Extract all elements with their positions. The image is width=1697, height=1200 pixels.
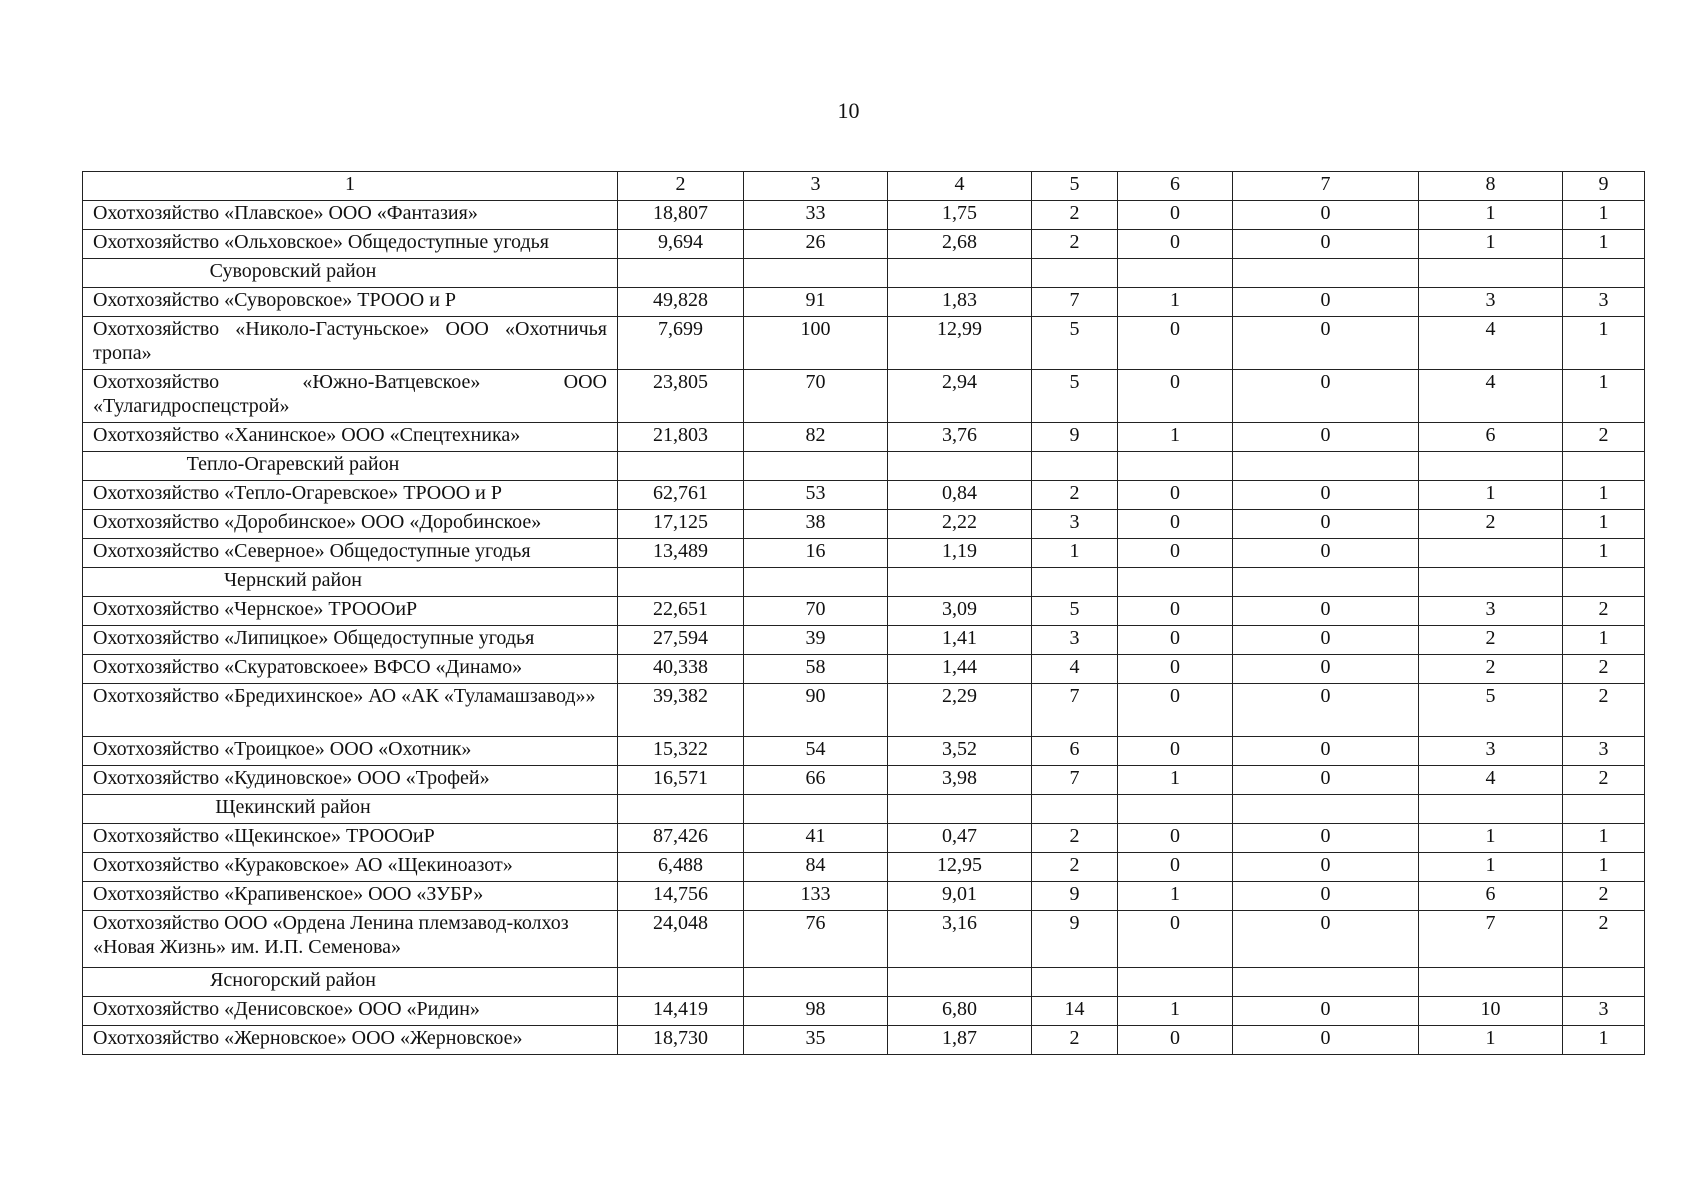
empty-cell (1419, 795, 1563, 824)
farm-name: Охотхозяйство «Бредихинское» АО «АК «Туламашзавод»» (83, 684, 618, 737)
value-col-6: 0 (1118, 597, 1233, 626)
value-col-4: 1,83 (888, 288, 1032, 317)
value-col-8: 7 (1419, 911, 1563, 968)
value-col-8: 4 (1419, 317, 1563, 370)
empty-cell (888, 568, 1032, 597)
farm-name: Охотхозяйство «Щекинское» ТРОООиР (83, 824, 618, 853)
empty-cell (618, 452, 744, 481)
value-col-2: 27,594 (618, 626, 744, 655)
district-row (83, 968, 1645, 997)
value-col-4: 1,75 (888, 201, 1032, 230)
table-row (83, 423, 1645, 452)
value-col-4: 3,52 (888, 737, 1032, 766)
district-name: Суворовский район (83, 259, 618, 288)
hunting-farms-table (82, 171, 1645, 1055)
farm-name: Охотхозяйство «Николо-Гастуньское» ООО «Охотничья тропа» (83, 317, 618, 370)
empty-cell (618, 259, 744, 288)
value-col-7: 0 (1233, 911, 1419, 968)
empty-cell (1233, 452, 1419, 481)
farm-name: Охотхозяйство «Жерновское» ООО «Жерновское» (83, 1026, 618, 1055)
value-col-8: 2 (1419, 655, 1563, 684)
value-col-3: 84 (744, 853, 888, 882)
value-col-4: 3,98 (888, 766, 1032, 795)
value-col-3: 76 (744, 911, 888, 968)
value-col-3: 35 (744, 1026, 888, 1055)
value-col-9: 2 (1563, 684, 1645, 737)
value-col-5: 6 (1032, 737, 1118, 766)
empty-cell (1419, 452, 1563, 481)
empty-cell (1032, 568, 1118, 597)
empty-cell (744, 452, 888, 481)
table-row (83, 684, 1645, 737)
value-col-6: 0 (1118, 201, 1233, 230)
empty-cell (1233, 968, 1419, 997)
value-col-8: 4 (1419, 370, 1563, 423)
empty-cell (888, 259, 1032, 288)
value-col-7: 0 (1233, 370, 1419, 423)
value-col-3: 58 (744, 655, 888, 684)
value-col-7: 0 (1233, 1026, 1419, 1055)
value-col-3: 53 (744, 481, 888, 510)
empty-cell (1419, 968, 1563, 997)
empty-cell (1118, 452, 1233, 481)
value-col-2: 62,761 (618, 481, 744, 510)
empty-cell (1032, 452, 1118, 481)
value-col-8: 3 (1419, 597, 1563, 626)
value-col-6: 0 (1118, 911, 1233, 968)
empty-cell (1032, 968, 1118, 997)
column-header-7: 7 (1233, 172, 1419, 201)
value-col-9: 2 (1563, 423, 1645, 452)
value-col-3: 54 (744, 737, 888, 766)
value-col-3: 100 (744, 317, 888, 370)
value-col-9: 1 (1563, 539, 1645, 568)
table-row (83, 317, 1645, 370)
empty-cell (618, 968, 744, 997)
value-col-3: 39 (744, 626, 888, 655)
value-col-9: 1 (1563, 201, 1645, 230)
farm-name: Охотхозяйство «Ольховское» Общедоступные угодья (83, 230, 618, 259)
value-col-6: 0 (1118, 824, 1233, 853)
value-col-2: 22,651 (618, 597, 744, 626)
farm-name: Охотхозяйство «Кураковское» АО «Щекиноазот» (83, 853, 618, 882)
table-row (83, 997, 1645, 1026)
value-col-6: 1 (1118, 997, 1233, 1026)
farm-name: Охотхозяйство «Чернское» ТРОООиР (83, 597, 618, 626)
value-col-2: 23,805 (618, 370, 744, 423)
value-col-5: 5 (1032, 370, 1118, 423)
value-col-8: 6 (1419, 423, 1563, 452)
empty-cell (888, 968, 1032, 997)
value-col-4: 2,29 (888, 684, 1032, 737)
value-col-3: 70 (744, 370, 888, 423)
district-name: Тепло-Огаревский район (83, 452, 618, 481)
value-col-5: 4 (1032, 655, 1118, 684)
value-col-5: 7 (1032, 288, 1118, 317)
district-name: Чернский район (83, 568, 618, 597)
value-col-3: 66 (744, 766, 888, 795)
value-col-3: 91 (744, 288, 888, 317)
value-col-4: 2,22 (888, 510, 1032, 539)
value-col-2: 6,488 (618, 853, 744, 882)
page-number: 10 (837, 98, 860, 123)
value-col-7: 0 (1233, 882, 1419, 911)
table-row (83, 824, 1645, 853)
table-row (83, 510, 1645, 539)
value-col-5: 3 (1032, 626, 1118, 655)
empty-cell (1563, 795, 1645, 824)
value-col-9: 2 (1563, 911, 1645, 968)
value-col-6: 0 (1118, 684, 1233, 737)
value-col-2: 16,571 (618, 766, 744, 795)
value-col-8 (1419, 539, 1563, 568)
district-row (83, 568, 1645, 597)
value-col-5: 1 (1032, 539, 1118, 568)
table-row (83, 766, 1645, 795)
value-col-8: 1 (1419, 481, 1563, 510)
value-col-4: 1,87 (888, 1026, 1032, 1055)
value-col-2: 40,338 (618, 655, 744, 684)
value-col-4: 2,68 (888, 230, 1032, 259)
value-col-7: 0 (1233, 288, 1419, 317)
value-col-7: 0 (1233, 423, 1419, 452)
column-header-5: 5 (1032, 172, 1118, 201)
value-col-2: 17,125 (618, 510, 744, 539)
value-col-7: 0 (1233, 853, 1419, 882)
value-col-5: 2 (1032, 824, 1118, 853)
value-col-2: 13,489 (618, 539, 744, 568)
value-col-7: 0 (1233, 766, 1419, 795)
value-col-5: 3 (1032, 510, 1118, 539)
value-col-4: 1,41 (888, 626, 1032, 655)
value-col-9: 1 (1563, 230, 1645, 259)
value-col-2: 14,756 (618, 882, 744, 911)
value-col-6: 0 (1118, 539, 1233, 568)
value-col-7: 0 (1233, 539, 1419, 568)
district-name: Щекинский район (83, 795, 618, 824)
farm-name: Охотхозяйство «Ханинское» ООО «Спецтехника» (83, 423, 618, 452)
empty-cell (744, 568, 888, 597)
value-col-2: 24,048 (618, 911, 744, 968)
table-row (83, 626, 1645, 655)
value-col-4: 12,99 (888, 317, 1032, 370)
value-col-5: 2 (1032, 1026, 1118, 1055)
value-col-5: 5 (1032, 597, 1118, 626)
value-col-9: 1 (1563, 626, 1645, 655)
column-header-4: 4 (888, 172, 1032, 201)
value-col-2: 9,694 (618, 230, 744, 259)
value-col-3: 90 (744, 684, 888, 737)
value-col-3: 70 (744, 597, 888, 626)
column-header-1: 1 (83, 172, 618, 201)
value-col-3: 16 (744, 539, 888, 568)
value-col-4: 12,95 (888, 853, 1032, 882)
value-col-8: 1 (1419, 201, 1563, 230)
farm-name: Охотхозяйство «Скуратовскоее» ВФСО «Динамо» (83, 655, 618, 684)
value-col-4: 1,19 (888, 539, 1032, 568)
table-row (83, 370, 1645, 423)
table-row (83, 911, 1645, 968)
empty-cell (1563, 968, 1645, 997)
value-col-8: 3 (1419, 288, 1563, 317)
value-col-9: 2 (1563, 655, 1645, 684)
farm-name: Охотхозяйство «Суворовское» ТРООО и Р (83, 288, 618, 317)
value-col-8: 4 (1419, 766, 1563, 795)
empty-cell (1563, 568, 1645, 597)
value-col-6: 0 (1118, 655, 1233, 684)
value-col-8: 3 (1419, 737, 1563, 766)
table-row (83, 882, 1645, 911)
value-col-7: 0 (1233, 997, 1419, 1026)
district-row (83, 452, 1645, 481)
farm-name: Охотхозяйство «Доробинское» ООО «Доробинское» (83, 510, 618, 539)
empty-cell (1032, 259, 1118, 288)
value-col-9: 1 (1563, 853, 1645, 882)
value-col-3: 26 (744, 230, 888, 259)
value-col-4: 2,94 (888, 370, 1032, 423)
value-col-2: 39,382 (618, 684, 744, 737)
value-col-4: 1,44 (888, 655, 1032, 684)
table-row (83, 288, 1645, 317)
value-col-3: 38 (744, 510, 888, 539)
column-header-2: 2 (618, 172, 744, 201)
value-col-5: 9 (1032, 423, 1118, 452)
value-col-7: 0 (1233, 317, 1419, 370)
empty-cell (1118, 795, 1233, 824)
empty-cell (1118, 568, 1233, 597)
value-col-4: 0,84 (888, 481, 1032, 510)
value-col-9: 1 (1563, 370, 1645, 423)
farm-name: Охотхозяйство «Южно-Ватцевское» ООО «Тулагидроспецстрой» (83, 370, 618, 423)
value-col-8: 2 (1419, 626, 1563, 655)
empty-cell (744, 795, 888, 824)
value-col-9: 1 (1563, 481, 1645, 510)
farm-name: Охотхозяйство «Северное» Общедоступные угодья (83, 539, 618, 568)
column-header-9: 9 (1563, 172, 1645, 201)
value-col-8: 1 (1419, 853, 1563, 882)
table-row (83, 597, 1645, 626)
value-col-4: 0,47 (888, 824, 1032, 853)
value-col-2: 7,699 (618, 317, 744, 370)
value-col-4: 3,09 (888, 597, 1032, 626)
value-col-2: 14,419 (618, 997, 744, 1026)
value-col-2: 49,828 (618, 288, 744, 317)
value-col-2: 15,322 (618, 737, 744, 766)
value-col-3: 82 (744, 423, 888, 452)
empty-cell (618, 795, 744, 824)
value-col-6: 0 (1118, 230, 1233, 259)
value-col-6: 1 (1118, 766, 1233, 795)
value-col-4: 9,01 (888, 882, 1032, 911)
farm-name: Охотхозяйство «Тепло-Огаревское» ТРООО и Р (83, 481, 618, 510)
table-row (83, 1026, 1645, 1055)
empty-cell (1118, 259, 1233, 288)
farm-name: Охотхозяйство «Денисовское» ООО «Ридин» (83, 997, 618, 1026)
column-header-6: 6 (1118, 172, 1233, 201)
value-col-8: 5 (1419, 684, 1563, 737)
value-col-8: 6 (1419, 882, 1563, 911)
value-col-9: 1 (1563, 824, 1645, 853)
table-row (83, 737, 1645, 766)
value-col-5: 2 (1032, 230, 1118, 259)
empty-cell (1419, 259, 1563, 288)
value-col-9: 1 (1563, 317, 1645, 370)
value-col-7: 0 (1233, 597, 1419, 626)
value-col-6: 0 (1118, 1026, 1233, 1055)
value-col-4: 3,16 (888, 911, 1032, 968)
empty-cell (1233, 568, 1419, 597)
table-row (83, 539, 1645, 568)
table-row (83, 853, 1645, 882)
district-row (83, 795, 1645, 824)
empty-cell (888, 452, 1032, 481)
value-col-8: 10 (1419, 997, 1563, 1026)
empty-cell (888, 795, 1032, 824)
value-col-8: 1 (1419, 824, 1563, 853)
empty-cell (1563, 452, 1645, 481)
district-name: Ясногорский район (83, 968, 618, 997)
value-col-5: 14 (1032, 997, 1118, 1026)
farm-name: Охотхозяйство ООО «Ордена Ленина племзавод-колхоз «Новая Жизнь» им. И.П. Семенова» (83, 911, 618, 968)
value-col-2: 18,807 (618, 201, 744, 230)
empty-cell (618, 568, 744, 597)
value-col-8: 1 (1419, 1026, 1563, 1055)
farm-name: Охотхозяйство «Крапивенское» ООО «ЗУБР» (83, 882, 618, 911)
value-col-5: 2 (1032, 201, 1118, 230)
value-col-3: 41 (744, 824, 888, 853)
table-row (83, 230, 1645, 259)
value-col-7: 0 (1233, 626, 1419, 655)
value-col-6: 0 (1118, 481, 1233, 510)
value-col-5: 9 (1032, 911, 1118, 968)
empty-cell (1233, 795, 1419, 824)
value-col-6: 0 (1118, 853, 1233, 882)
value-col-7: 0 (1233, 481, 1419, 510)
value-col-9: 3 (1563, 997, 1645, 1026)
value-col-6: 1 (1118, 288, 1233, 317)
value-col-7: 0 (1233, 510, 1419, 539)
farm-name: Охотхозяйство «Троицкое» ООО «Охотник» (83, 737, 618, 766)
column-header-3: 3 (744, 172, 888, 201)
farm-name: Охотхозяйство «Липицкое» Общедоступные угодья (83, 626, 618, 655)
value-col-7: 0 (1233, 684, 1419, 737)
value-col-2: 18,730 (618, 1026, 744, 1055)
value-col-8: 1 (1419, 230, 1563, 259)
value-col-2: 21,803 (618, 423, 744, 452)
header-row (83, 172, 1645, 201)
value-col-6: 0 (1118, 510, 1233, 539)
value-col-6: 1 (1118, 882, 1233, 911)
empty-cell (1419, 568, 1563, 597)
district-row (83, 259, 1645, 288)
value-col-4: 6,80 (888, 997, 1032, 1026)
value-col-3: 133 (744, 882, 888, 911)
table-row (83, 481, 1645, 510)
value-col-6: 0 (1118, 626, 1233, 655)
value-col-7: 0 (1233, 230, 1419, 259)
empty-cell (1233, 259, 1419, 288)
value-col-2: 87,426 (618, 824, 744, 853)
value-col-5: 7 (1032, 766, 1118, 795)
value-col-8: 2 (1419, 510, 1563, 539)
empty-cell (1563, 259, 1645, 288)
value-col-6: 0 (1118, 317, 1233, 370)
value-col-7: 0 (1233, 655, 1419, 684)
farm-name: Охотхозяйство «Плавское» ООО «Фантазия» (83, 201, 618, 230)
value-col-4: 3,76 (888, 423, 1032, 452)
value-col-5: 7 (1032, 684, 1118, 737)
value-col-9: 2 (1563, 882, 1645, 911)
empty-cell (1118, 968, 1233, 997)
value-col-9: 1 (1563, 510, 1645, 539)
value-col-6: 0 (1118, 370, 1233, 423)
value-col-9: 3 (1563, 288, 1645, 317)
value-col-7: 0 (1233, 737, 1419, 766)
empty-cell (744, 259, 888, 288)
value-col-7: 0 (1233, 824, 1419, 853)
value-col-9: 2 (1563, 597, 1645, 626)
value-col-9: 2 (1563, 766, 1645, 795)
value-col-9: 1 (1563, 1026, 1645, 1055)
value-col-9: 3 (1563, 737, 1645, 766)
value-col-6: 0 (1118, 737, 1233, 766)
value-col-7: 0 (1233, 201, 1419, 230)
value-col-5: 2 (1032, 481, 1118, 510)
farm-name: Охотхозяйство «Кудиновское» ООО «Трофей» (83, 766, 618, 795)
empty-cell (1032, 795, 1118, 824)
value-col-5: 9 (1032, 882, 1118, 911)
empty-cell (744, 968, 888, 997)
value-col-3: 33 (744, 201, 888, 230)
value-col-5: 2 (1032, 853, 1118, 882)
value-col-5: 5 (1032, 317, 1118, 370)
value-col-6: 1 (1118, 423, 1233, 452)
value-col-3: 98 (744, 997, 888, 1026)
table-row (83, 655, 1645, 684)
table-row (83, 201, 1645, 230)
column-header-8: 8 (1419, 172, 1563, 201)
